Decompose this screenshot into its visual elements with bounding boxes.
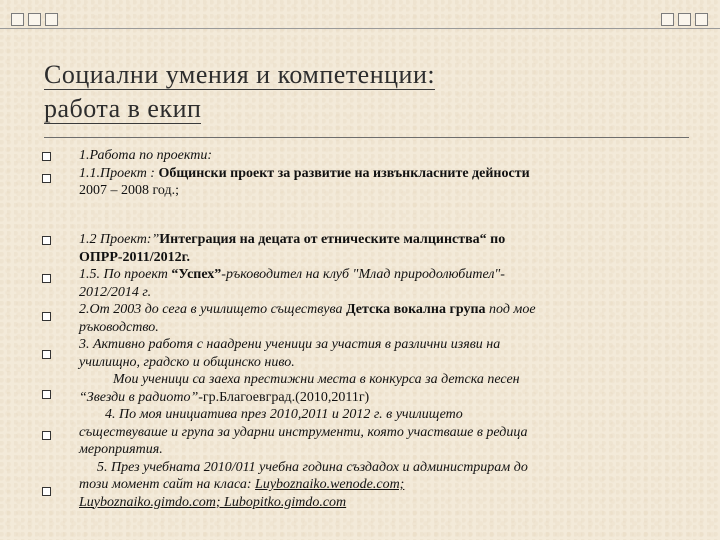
bullet-icon [42, 236, 51, 245]
bullet-icon [42, 487, 51, 496]
decor-square [11, 13, 24, 26]
text-line: училищно, градско и общинско ниво. [79, 354, 295, 370]
bullet-icon [42, 312, 51, 321]
project-name: Общински проект за развитие на извънкласните дейности [158, 165, 530, 181]
text-line [79, 389, 699, 407]
bullet-icon [42, 152, 51, 161]
text-fragment: гр.Благоевград.(2010,2011г) [202, 389, 370, 405]
text-fragment: този момент сайт на класа: [79, 477, 256, 492]
text-line [79, 165, 699, 183]
text-fragment: 1.5. По проект [79, 267, 172, 282]
top-right-decoration [661, 13, 708, 26]
group-name: Детска вокална група [345, 302, 486, 317]
decor-square [28, 13, 41, 26]
text-line: мероприятия. [79, 442, 163, 457]
top-left-decoration [11, 13, 58, 26]
text-line [79, 301, 699, 319]
activities-block [79, 231, 699, 511]
bullet-icon [42, 431, 51, 440]
program-name: ОПРР-2011/2012г. [79, 249, 190, 265]
top-divider [0, 28, 720, 29]
text-fragment: 2.От 2003 до сега в училището съществува [79, 302, 346, 317]
decor-square [678, 13, 691, 26]
text-fragment: 1.2 Проект:” [79, 232, 160, 247]
bullet-icon [42, 274, 51, 283]
text-line: 1.Работа по проекти: [79, 148, 213, 163]
projects-intro-block [79, 147, 699, 200]
text-fragment: 1.1.Проект : [79, 165, 159, 181]
text-line: Мои ученици са заеха престижни места в конкурса за детска песен [113, 372, 520, 387]
bullet-icon [42, 350, 51, 359]
text-line: 3. Активно работя с наадрени ученици за участия в различни изяви на [79, 337, 501, 352]
project-name: Интеграция на децата от етническите малцинства“ по [159, 232, 506, 247]
text-line [79, 266, 699, 284]
text-fragment: “Звезди в радиото”- [79, 389, 203, 405]
text-line: 5. През учебната 2010/011 учебна година създадох и администрирам до [97, 459, 528, 475]
text-line [79, 231, 699, 249]
text-line: ръководство. [79, 319, 159, 335]
title-divider [44, 137, 689, 138]
class-site-links[interactable]: Luyboznaiko.gimdo.com; Lubopitko.gimdo.com [79, 494, 347, 510]
bullet-icon [42, 390, 51, 399]
decor-square [695, 13, 708, 26]
text-line: 2007 – 2008 год.; [79, 183, 180, 198]
text-line [79, 249, 699, 267]
text-line: 4. По моя инициатива през 2010,2011 и 2012 г. в училището [105, 407, 463, 422]
text-line: 2012/2014 г. [79, 284, 152, 300]
text-fragment: под мое [485, 302, 536, 317]
text-line: съществуваше и група за ударни инструменти, която участваше в редица [79, 424, 528, 440]
decor-square [661, 13, 674, 26]
class-site-link[interactable]: Luyboznaiko.wenode.com; [255, 477, 405, 492]
title-line-2: работа в екип [44, 94, 202, 123]
title-line-1: Социални умения и компетенции: [44, 60, 436, 89]
project-name: “Успех” [171, 267, 222, 282]
text-fragment: -ръководител на клуб "Млад природолюбител"- [221, 267, 505, 282]
bullet-icon [42, 174, 51, 183]
slide-title [44, 58, 694, 126]
decor-square [45, 13, 58, 26]
text-line [79, 476, 699, 494]
